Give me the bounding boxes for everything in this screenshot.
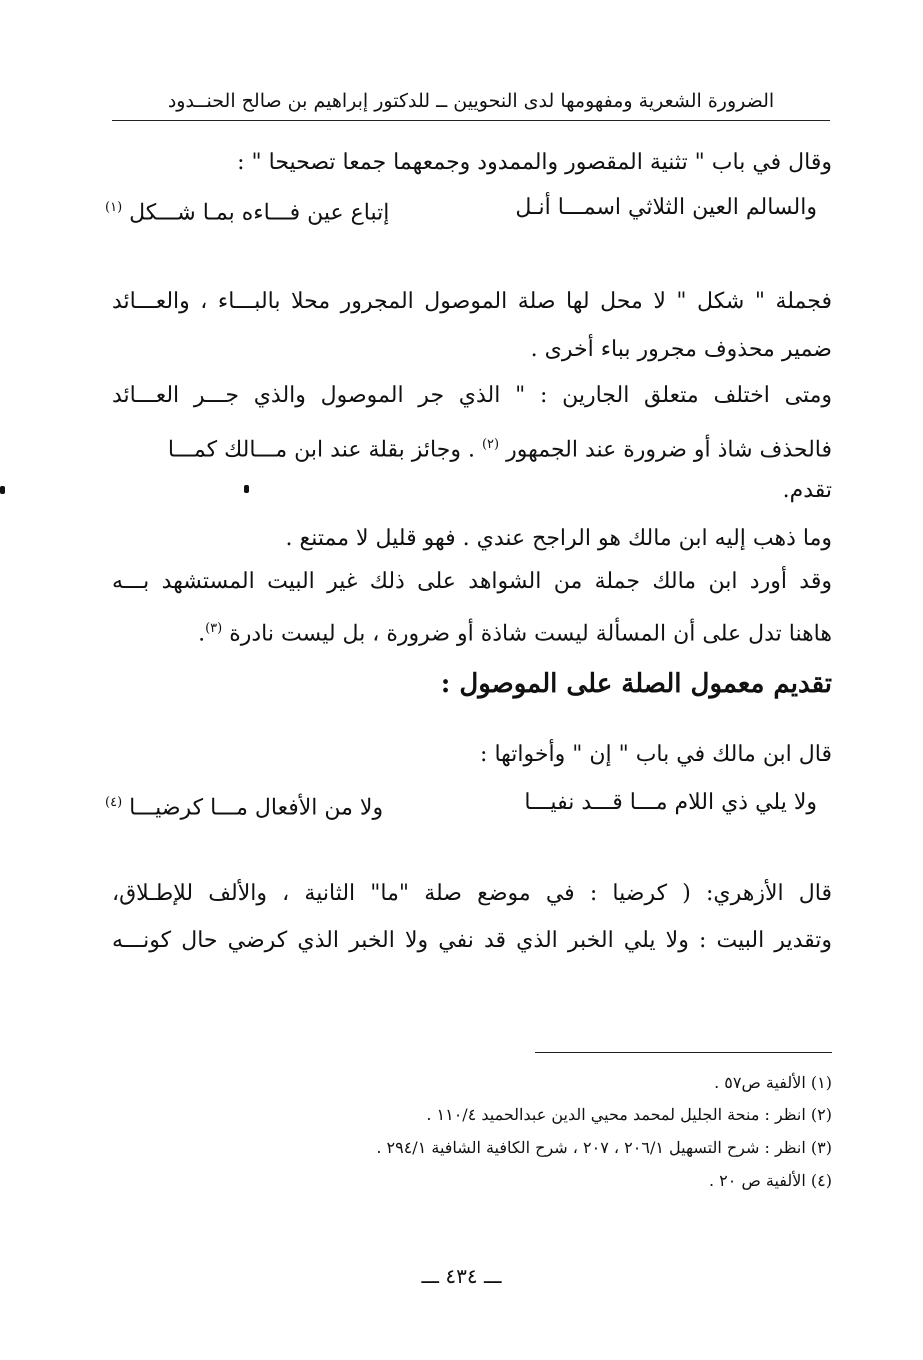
footnote: (٣) انظر : شرح التسهيل ٢٠٦/١ ، ٢٠٧ ، شرح الكافية الشافية ٢٩٤/١ .	[376, 1138, 832, 1157]
paragraph-line: وقال في باب " تثنية المقصور والممدود وجمعهما جمعا تصحيحا " :	[237, 150, 832, 175]
paragraph-line: ومتى اختلف متعلق الجارين : " الذي جر الموصول والذي جـــر العـــائد	[112, 383, 832, 408]
paragraph-line: تقدم.	[782, 478, 832, 503]
verse-2-second-hemistich: ولا من الأفعال مـــا كرضيـــا $^{(٤)}$	[105, 795, 384, 821]
paragraph-line: وتقدير البيت : ولا يلي الخبر الذي قد نفي ولا الخبر الذي كرضي حال كونـــه	[112, 928, 832, 953]
running-header: الضرورة الشعرية ومفهومها لدى النحويين ــ للدكتور إبراهيم بن صالح الحنــدود	[112, 86, 830, 121]
footnote: (٢) انظر : منحة الجليل لمحمد محيي الدين عبدالحميد ١١٠/٤ .	[426, 1105, 832, 1124]
page-number: ـــ ٤٣٤ ـــ	[421, 1264, 502, 1288]
verse-1-first-hemistich: والسالم العين الثلاثي اسمـــا أنـل	[515, 195, 817, 220]
scan-speck	[244, 485, 249, 493]
paragraph-line: ضمير محذوف مجرور بباء أخرى .	[530, 337, 832, 362]
footnote-ref: (١)	[105, 200, 123, 215]
paragraph-line: فجملة " شكل " لا محل لها صلة الموصول المجرور محلا بالبـــاء ، والعـــائد	[112, 289, 832, 314]
section-heading: تقديم معمول الصلة على الموصول :	[440, 669, 832, 699]
scan-speck	[0, 486, 5, 494]
footnote: (١) الألفية ص٥٧ .	[714, 1073, 832, 1092]
verse-2	[105, 786, 817, 825]
paragraph-line: فالحذف شاذ أو ضرورة عند الجمهور $^{(٢)}$ . وجائز بقلة عند ابن مـــالك كمـــا	[167, 437, 832, 463]
footnote-divider	[535, 1052, 832, 1053]
footnote: (٤) الألفية ص ٢٠ .	[709, 1171, 832, 1190]
footnote-ref: (٢)	[481, 437, 500, 452]
verse-2-first-hemistich: ولا يلي ذي اللام مـــا قـــد نفيـــا	[524, 790, 817, 815]
paragraph-line: وما ذهب إليه ابن مالك هو الراجح عندي . فهو قليل لا ممتنع .	[285, 526, 832, 551]
paragraph-line: قال الأزهري: ( كرضيا : في موضع صلة "ما" الثانية ، والألف للإطـلاق،	[112, 881, 832, 906]
verse-1-second-hemistich: إتباع عين فـــاءه بمـا شـــكل $^{(١)}$	[105, 200, 390, 226]
footnote-ref: (٤)	[105, 795, 123, 810]
footnote-ref: (٣)	[205, 621, 223, 636]
paragraph-line: قال ابن مالك في باب " إن " وأخواتها :	[480, 742, 832, 767]
paragraph-line: وقد أورد ابن مالك جملة من الشواهد على ذلك غير البيت المستشهد بـــه	[112, 569, 832, 594]
verse-1	[105, 191, 817, 230]
paragraph-line: هاهنا تدل على أن المسألة ليست شاذة أو ضرورة ، بل ليست نادرة $^{(٣)}$.	[198, 621, 832, 647]
